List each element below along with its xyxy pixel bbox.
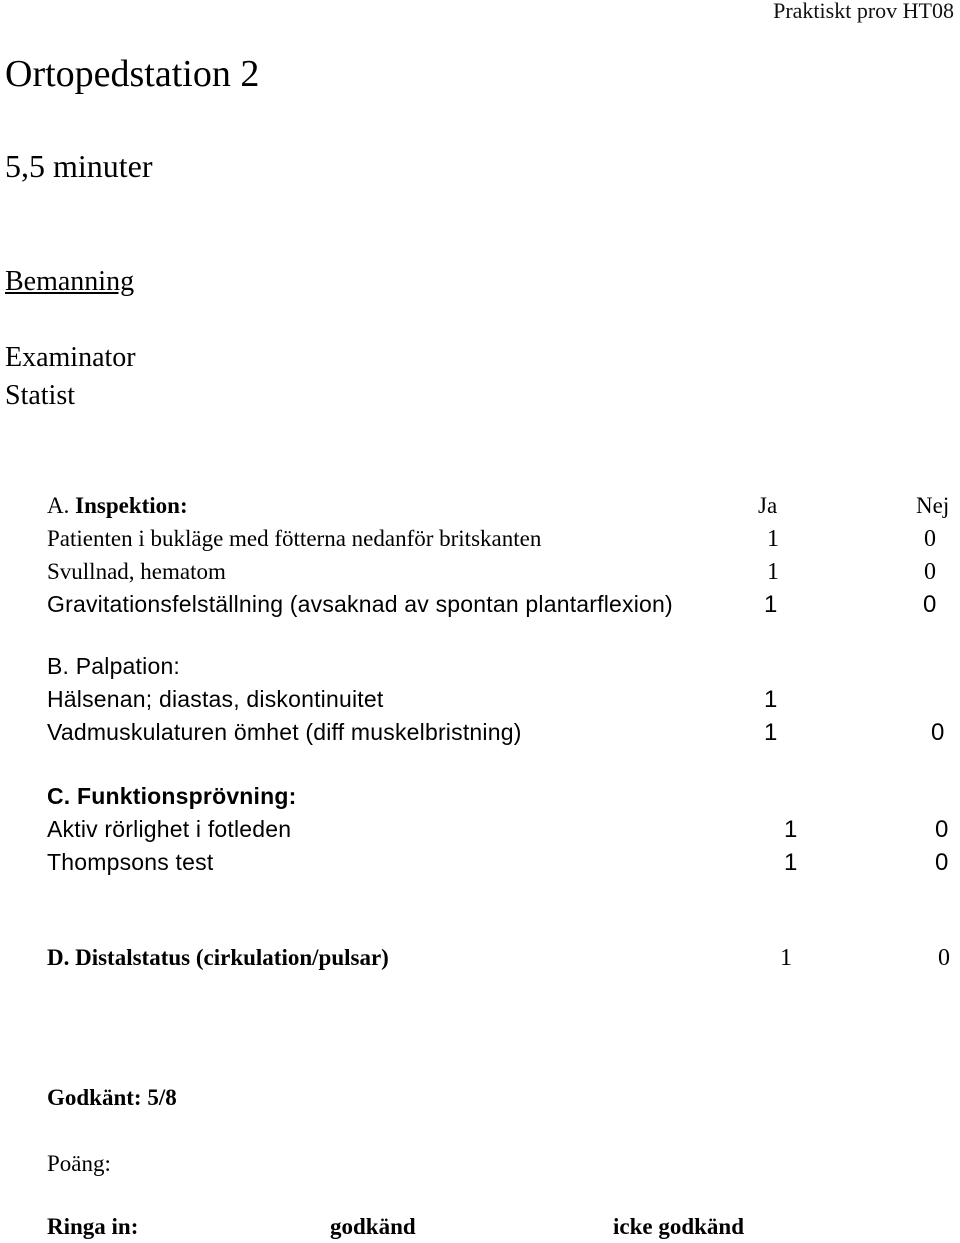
column-yes-header: Ja <box>758 493 778 518</box>
section-c-item-yes: 1 <box>784 816 798 843</box>
option-pass: godkänd <box>330 1214 416 1239</box>
column-no-header: Nej <box>916 493 950 518</box>
section-a-item-no: 0 <box>924 559 936 585</box>
section-a-item-text: Gravitationsfelställning (avsaknad av spontan plantarflexion) <box>47 591 673 617</box>
section-d-no: 0 <box>938 945 950 971</box>
section-b-item-text: Vadmuskulaturen ömhet (diff muskelbristning) <box>47 719 522 745</box>
option-fail: icke godkänd <box>613 1214 745 1239</box>
section-c-item-no: 0 <box>935 816 949 843</box>
staffing-role-extra: Statist <box>5 380 76 411</box>
page-header: Praktiskt prov HT08 <box>773 0 954 23</box>
section-b-item-no: 0 <box>931 719 945 746</box>
section-a-item-text: Svullnad, hematom <box>47 559 226 584</box>
staffing-heading: Bemanning <box>5 266 135 297</box>
section-c-item-text: Thompsons test <box>47 849 214 875</box>
section-a-prefix: A. <box>47 493 70 518</box>
circle-instruction: Ringa in: <box>47 1214 139 1239</box>
section-c-item-text: Aktiv rörlighet i fotleden <box>47 816 292 842</box>
page-title: Ortopedstation 2 <box>5 53 260 95</box>
duration: 5,5 minuter <box>5 148 153 184</box>
section-c-label: C. Funktionsprövning: <box>47 783 297 809</box>
section-a-item-yes: 1 <box>767 559 779 585</box>
section-a-item-text: Patienten i bukläge med fötterna nedanför britskanten <box>47 526 542 551</box>
section-d-yes: 1 <box>780 945 792 971</box>
section-d-heading: D. Distalstatus (cirkulation/pulsar) <box>47 945 389 970</box>
section-a-item-no: 0 <box>923 591 937 618</box>
section-b-item-yes: 1 <box>764 686 778 713</box>
section-c-heading <box>47 785 297 808</box>
section-c-item-yes: 1 <box>784 849 798 876</box>
staffing-role-examiner: Examinator <box>5 342 136 373</box>
section-a-heading <box>47 494 188 517</box>
section-c-item-no: 0 <box>935 849 949 876</box>
section-a-label: Inspektion: <box>75 493 188 518</box>
points-label: Poäng: <box>47 1151 111 1176</box>
passed-threshold: Godkänt: 5/8 <box>47 1085 177 1110</box>
section-b-item-text: Hälsenan; diastas, diskontinuitet <box>47 686 384 712</box>
section-a-item-yes: 1 <box>764 591 778 618</box>
section-b-item-yes: 1 <box>764 719 778 746</box>
section-a-item-yes: 1 <box>767 526 779 552</box>
section-a-item-no: 0 <box>924 526 936 552</box>
section-b-heading: B. Palpation: <box>47 653 181 679</box>
